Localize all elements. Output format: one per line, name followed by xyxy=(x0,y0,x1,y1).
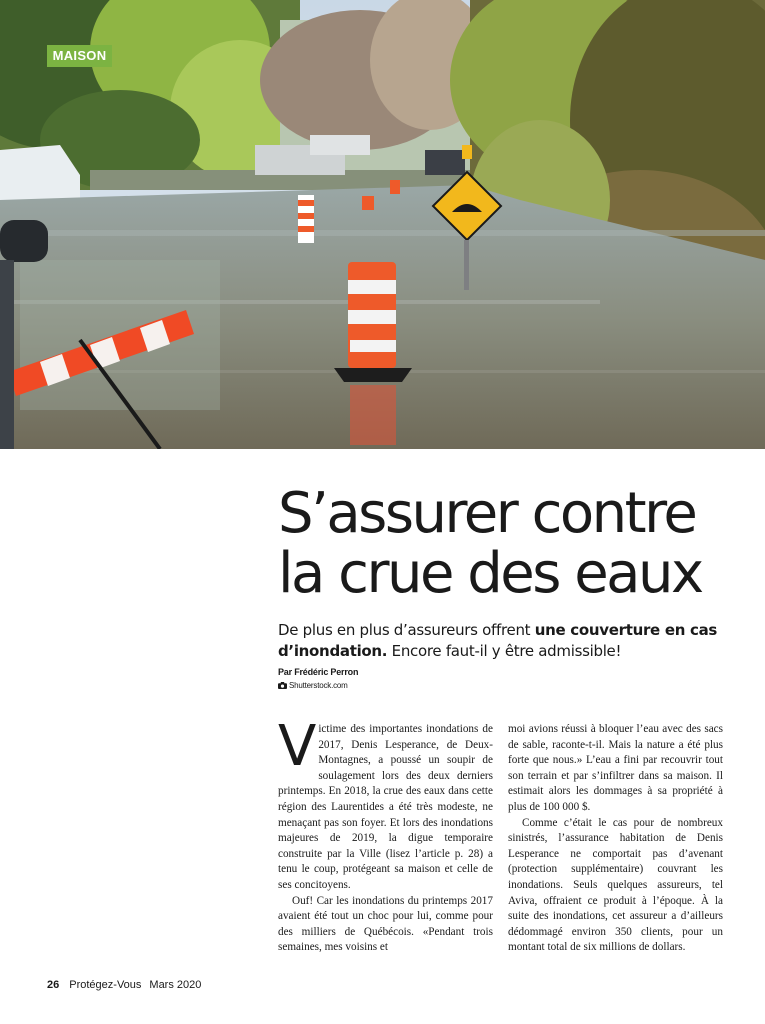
paragraph-1-text: ictime des importantes inondations de 2017, Denis Lesperance, de Deux-Montagnes, a poussé un soupir de soulagement lors des deux derniers printemps. En 2018, la crue des eaux dans cette région des Laurentides a été très modeste, ne menaçant pas son foyer. Et lors des inondations majeures de 2019, la digue temporaire construite par la Ville (lisez l’article p. 28) a tenu le coup, protégeant sa maison et celle de ses concitoyens. xyxy=(278,723,493,891)
page-number: 26 xyxy=(47,979,60,991)
drop-cap: V xyxy=(278,714,315,779)
hero-photo xyxy=(0,0,765,449)
article-deck xyxy=(278,620,738,662)
paragraph-3: moi avions réussi à bloquer l’eau avec des sacs de sable, raconte-t-il. Mais la nature a été plus forte que nous.» L’eau a fini par recouvrir tout son terrain et par s’infiltrer dans sa maison. Il estimait alors les dommages à sa propriété à plus de 100 000 $. xyxy=(508,723,723,813)
article-title xyxy=(278,481,748,606)
deck-bold: une couverture en cas d’inondation. xyxy=(278,621,718,660)
deck-part-1: De plus en plus d’assureurs offrent xyxy=(278,621,535,639)
photo-credit-text: Shutterstock.com xyxy=(289,681,348,690)
article-column-2 xyxy=(508,722,723,956)
magazine-name: Protégez-Vous xyxy=(69,979,142,991)
paragraph-4: Comme c’était le cas pour de nombreux sinistrés, l’assurance habitation de Denis Lesperance ne comportait pas d’avenant (protection supplémentaire) couvrant les inondations. Seuls quelques assureurs, tel Aviva, offraient ce produit à l’époque. À la suite des inondations, cet assureur a d’ailleurs dédommagé environ 350 clients, pour un montant total de six millions de dollars. xyxy=(508,816,723,954)
byline: Par Frédéric Perron xyxy=(278,667,359,677)
deck-part-2: Encore faut-il y être admissible! xyxy=(387,642,622,660)
flooded-street-illustration xyxy=(0,0,765,449)
section-tag: MAISON xyxy=(47,45,112,67)
title-line-2: la crue des eaux xyxy=(278,541,702,606)
paragraph-1 xyxy=(278,714,493,894)
camera-icon xyxy=(278,682,287,689)
page-footer xyxy=(47,979,201,991)
article-column-1 xyxy=(278,714,493,956)
photo-credit xyxy=(278,681,348,690)
title-line-1: S’assurer contre xyxy=(278,481,696,546)
issue-date: Mars 2020 xyxy=(149,979,202,991)
paragraph-2: Ouf! Car les inondations du printemps 2017 avaient été tout un choc pour lui, comme pour des milliers de Québécois. «Pendant trois semaines, mes voisins et xyxy=(278,894,493,954)
